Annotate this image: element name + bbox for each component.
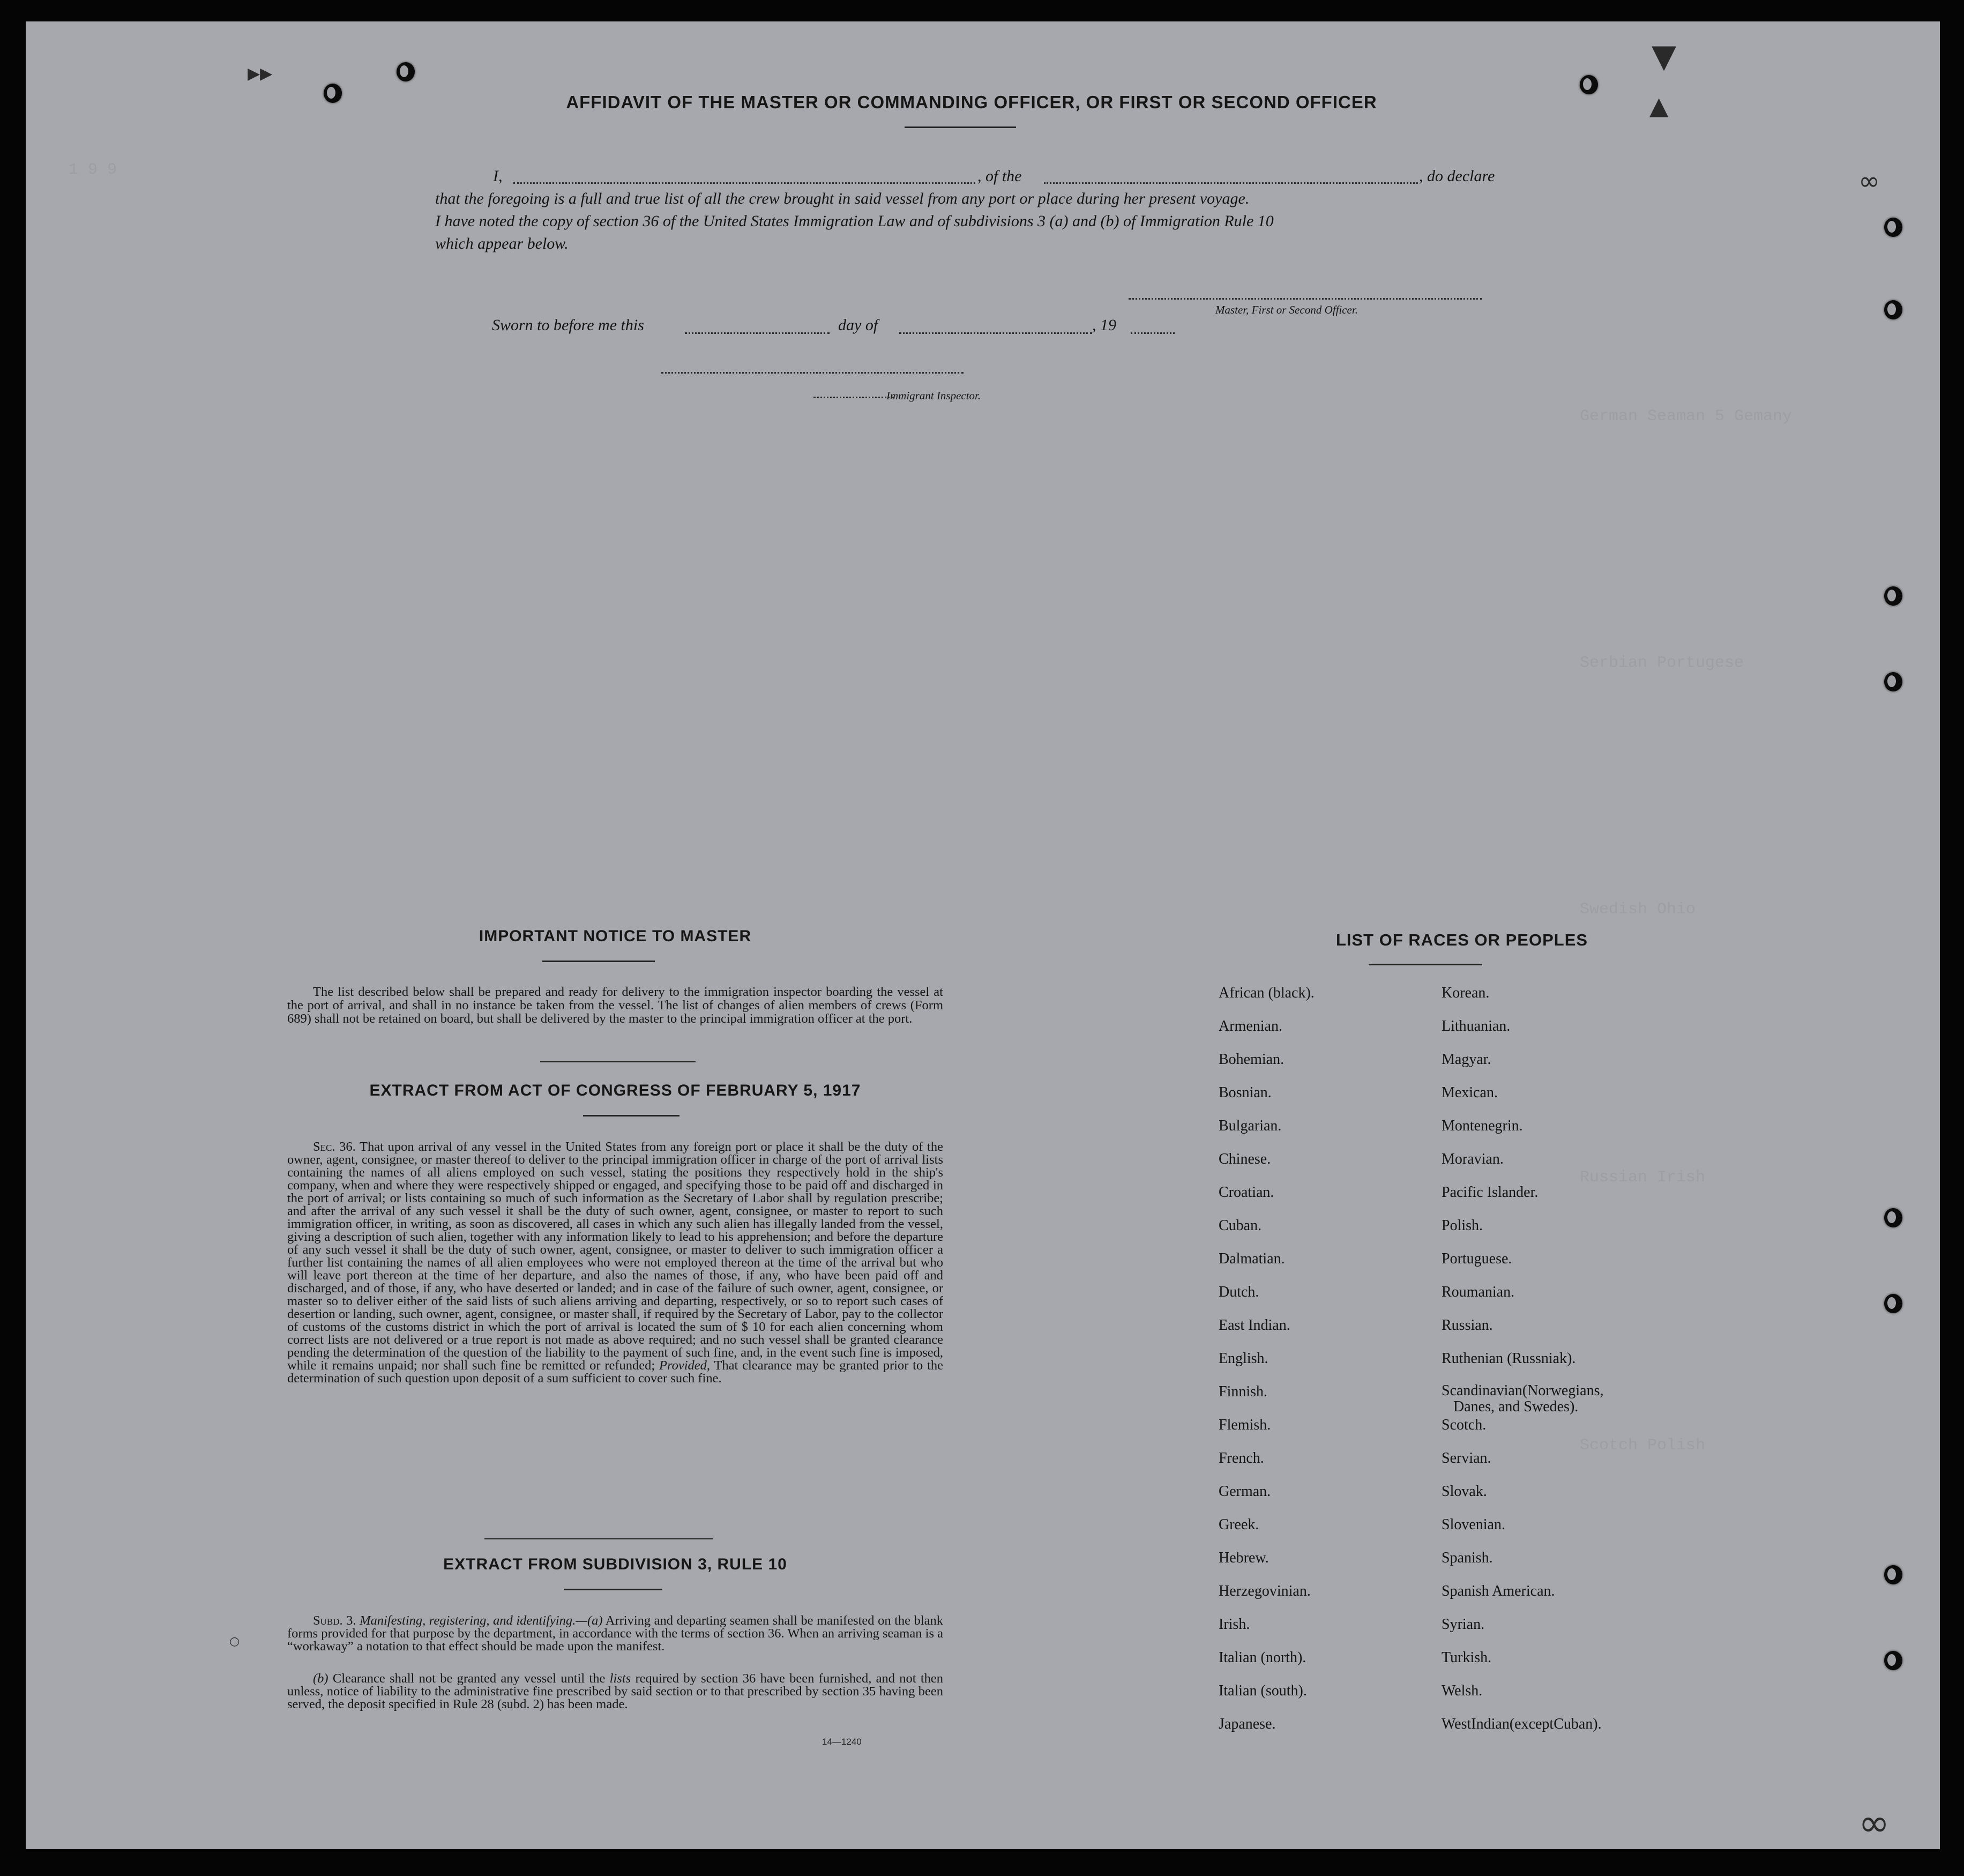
race-item: Herzegovinian.: [1219, 1583, 1311, 1599]
race-item: Magyar.: [1442, 1051, 1491, 1068]
race-item: Russian.: [1442, 1317, 1493, 1334]
race-item: Italian (south).: [1219, 1683, 1307, 1699]
race-item: Finnish.: [1219, 1383, 1268, 1400]
notice-divider: [542, 961, 655, 962]
race-item: Cuban.: [1219, 1217, 1262, 1234]
sworn-day-field[interactable]: [685, 332, 830, 334]
punch-hole: [324, 84, 342, 103]
race-item: Dalmatian.: [1219, 1250, 1285, 1267]
race-item: Syrian.: [1442, 1616, 1485, 1633]
loop-mark-icon: ∞: [1858, 166, 1880, 196]
race-item-scandinavian: [1442, 1383, 1603, 1416]
punch-hole: [1884, 218, 1902, 237]
punch-hole: [1580, 75, 1598, 94]
punch-hole: [1884, 1565, 1902, 1584]
race-item: Croatian.: [1219, 1184, 1274, 1201]
punch-hole: [1884, 586, 1902, 606]
notice-text: The list described below shall be prepared and ready for delivery to the immigration inspector boarding the vessel at the port of arrival, and shall in no instance be taken from the vessel. The list of changes of alien members of crews (Form 689) shall not be retained on board, but shall be delivered by the master to the principal immigration officer at the port.: [287, 985, 943, 1026]
race-item: Welsh.: [1442, 1683, 1483, 1699]
race-item: Chinese.: [1219, 1151, 1271, 1167]
races-divider: [1369, 964, 1482, 965]
binding-clip-icon: ▲: [1649, 91, 1669, 120]
punch-hole: [397, 62, 415, 81]
race-item: Roumanian.: [1442, 1284, 1515, 1300]
subd-3b-label: (b): [313, 1671, 328, 1686]
race-item: Servian.: [1442, 1450, 1491, 1466]
act-extract-title: EXTRACT FROM ACT OF CONGRESS OF FEBRUARY 5, 1917: [369, 1082, 861, 1099]
subdivision-3a-text: [287, 1614, 943, 1653]
races-title: LIST OF RACES OR PEOPLES: [1335, 930, 1588, 949]
punch-hole: [1884, 300, 1902, 319]
races-column-2: [1442, 984, 1603, 1748]
rule-extract-top-divider: [484, 1538, 713, 1539]
race-item: Polish.: [1442, 1217, 1483, 1234]
punch-hole: [1884, 1651, 1902, 1670]
subd-3b-body-start: Clearance shall not be granted any vessel until the: [332, 1671, 606, 1686]
rule-extract-divider: [564, 1589, 662, 1590]
act-extract-divider: [583, 1115, 679, 1116]
bleed-through-text: German Seaman 5 Gemany: [1580, 407, 1793, 426]
punch-hole: [1884, 1294, 1902, 1313]
inspector-signature-label: Immigrant Inspector.: [886, 389, 981, 402]
rule-extract-title: EXTRACT FROM SUBDIVISION 3, RULE 10: [443, 1555, 787, 1573]
bleed-through-text: Serbian Portugese: [1580, 654, 1744, 672]
binding-clip-icon: ▼: [1652, 38, 1677, 75]
race-item: Pacific Islander.: [1442, 1184, 1539, 1201]
race-item: East Indian.: [1219, 1317, 1290, 1334]
race-item: Scotch.: [1442, 1417, 1487, 1433]
form-number: 14—1240: [822, 1737, 862, 1747]
race-item-line: Scandinavian(Norwegians,: [1442, 1382, 1604, 1399]
section-36-label: Sec. 36.: [313, 1140, 356, 1154]
race-item-line: Danes, and Swedes).: [1453, 1398, 1579, 1415]
punch-hole: [1884, 1208, 1902, 1227]
affidavit-line-2: I have noted the copy of section 36 of the United States Immigration Law and of subdivisions 3 (a) and (b) of Immigration Rule 10: [435, 212, 1274, 230]
sworn-year-field[interactable]: [1131, 332, 1175, 334]
punch-hole: [1884, 672, 1902, 691]
margin-circle-icon: ○: [229, 1635, 240, 1648]
race-item: Bohemian.: [1219, 1051, 1285, 1068]
race-item: Montenegrin.: [1442, 1118, 1523, 1134]
race-item: English.: [1219, 1350, 1268, 1367]
bleed-through-text: Swedish Ohio: [1580, 900, 1696, 919]
vessel-name-field[interactable]: [1044, 182, 1418, 184]
race-item: African (black).: [1219, 985, 1315, 1001]
race-item: Greek.: [1219, 1516, 1259, 1533]
loop-mark-icon: ∞: [1858, 1801, 1890, 1845]
subd-3b-body-end: required by section 36 have been furnished, and not then unless, notice of liability to the administrative fine prescribed by said section or to that prescribed by section 35 having been served, the deposit specified in Rule 28 (subd. 2) has been made.: [287, 1671, 944, 1711]
year-label: , 19: [1092, 316, 1116, 334]
race-item: Spanish.: [1442, 1550, 1493, 1566]
race-item: Turkish.: [1442, 1649, 1492, 1666]
affidavit-line-1: that the foregoing is a full and true list of all the crew brought in said vessel from any port or place during her present voyage.: [435, 190, 1250, 207]
race-item: Bulgarian.: [1219, 1118, 1282, 1134]
affidavit-line-3: which appear below.: [435, 235, 569, 252]
inspector-signature-field-short[interactable]: [813, 397, 894, 398]
title-divider: [905, 126, 1016, 128]
inspector-signature-field[interactable]: [661, 372, 964, 374]
declare-label: , do declare: [1419, 167, 1495, 185]
lists-word: lists: [609, 1671, 631, 1686]
subd-3a-body: Arriving and departing seamen shall be manifested on the blank forms provided for that purpose by the department, in accordance with the terms of section 36. When an arriving seaman is a “workaway” a notation to that effect should be made upon the manifest.: [287, 1613, 943, 1654]
race-item: French.: [1219, 1450, 1264, 1466]
subd-label: Subd. 3.: [313, 1613, 356, 1628]
day-of-label: day of: [838, 316, 878, 334]
race-item: Ruthenian (Russniak).: [1442, 1350, 1576, 1367]
race-item: Moravian.: [1442, 1151, 1504, 1167]
affidavit-title: AFFIDAVIT OF THE MASTER OR COMMANDING OFFICER, OR FIRST OR SECOND OFFICER: [566, 92, 1377, 112]
section-36-text: [287, 1141, 943, 1385]
race-item: Slovenian.: [1442, 1516, 1505, 1533]
manifest-back-page: [26, 21, 1940, 1849]
provided-label: Provided,: [659, 1358, 711, 1373]
sworn-label: Sworn to before me this: [492, 316, 644, 334]
section-36-ending: That clearance may be granted prior to the determination of such question upon deposit of a sum sufficient to cover such fine.: [287, 1358, 944, 1386]
race-item: Flemish.: [1219, 1417, 1271, 1433]
race-item: Italian (north).: [1219, 1649, 1306, 1666]
race-item: Japanese.: [1219, 1716, 1276, 1732]
affiant-label: I,: [493, 167, 503, 185]
affiant-name-field[interactable]: [513, 182, 975, 184]
officer-signature-label: Master, First or Second Officer.: [1215, 303, 1358, 316]
bleed-through-text: Russian Irish: [1580, 1168, 1706, 1187]
race-item: Slovak.: [1442, 1483, 1487, 1500]
race-item: Portuguese.: [1442, 1250, 1512, 1267]
race-item: Lithuanian.: [1442, 1018, 1511, 1034]
race-item: Armenian.: [1219, 1018, 1282, 1034]
race-item: Spanish American.: [1442, 1583, 1555, 1599]
race-item: German.: [1219, 1483, 1271, 1500]
section-divider: [540, 1061, 696, 1062]
bleed-through-text: 1 9 9: [69, 161, 117, 179]
race-item: Mexican.: [1442, 1084, 1498, 1101]
races-column-1: [1219, 984, 1315, 1748]
officer-signature-field[interactable]: [1129, 298, 1482, 300]
section-36-body: That upon arrival of any vessel in the United States from any foreign port or place it shall be the duty of the owner, agent, consignee, or master thereof to deliver to the principal immigration officer in charge of the port of arrival lists containing the names of all aliens employed on such vessel, stating the positions they respectively hold in the ship's company, when and where they were respectively shipped or engaged, and specifying those to be paid off and discharged in the port of arrival; or lists containing so much of such information as the Secretary of Labor shall by regulation prescribe; and after the arrival of any such vessel it shall be the duty of such owner, agent, consignee, or master to report to such immigration officer, in writing, as soon as discovered, all cases in which any such alien has illegally landed from the vessel, giving a description of such alien, together with any information likely to lead to his apprehension; and before the departure of any such vessel it shall be the duty of such owner, agent, consignee, or master to deliver to such immigration officer a further list containing the names of all alien employees who were not employed thereon at the time of the arrival but who will leave port thereon at the time of her departure, and also the names of those, if any, who have been paid off and discharged, and of those, if any, who have deserted or landed; and in case of the failure of such owner, agent, consignee, or master so to deliver either of the said lists of such aliens arriving and departing, respectively, or so to report such cases of desertion or landing, such owner, agent, consignee, or master shall, if required by the Secretary of Labor, pay to the collector of customs of the customs district in which the port of arrival is located the sum of $ 10 for each alien concerning whom correct lists are not delivered or a true report is not made as above required; and no such vessel shall be granted clearance pending the determination of the question of the liability to the payment of such fine, and, in the event such fine is imposed, while it remains unpaid; nor shall such fine be remitted or refunded;: [287, 1140, 943, 1373]
subd-heading: Manifesting, registering, and identifying.—(a): [360, 1613, 603, 1628]
vessel-label: , of the: [977, 167, 1022, 185]
bleed-through-text: Scotch Polish: [1580, 1436, 1706, 1455]
sworn-month-field[interactable]: [899, 332, 1092, 334]
race-item: Korean.: [1442, 985, 1490, 1001]
subdivision-3b-text: [287, 1672, 943, 1711]
race-item: WestIndian(exceptCuban).: [1442, 1716, 1602, 1732]
race-item: Dutch.: [1219, 1284, 1259, 1300]
race-item: Hebrew.: [1219, 1550, 1269, 1566]
notice-title: IMPORTANT NOTICE TO MASTER: [479, 927, 752, 945]
race-item: Irish.: [1219, 1616, 1250, 1633]
tab-marker-icon: ▶▶: [248, 64, 273, 83]
race-item: Bosnian.: [1219, 1084, 1272, 1101]
